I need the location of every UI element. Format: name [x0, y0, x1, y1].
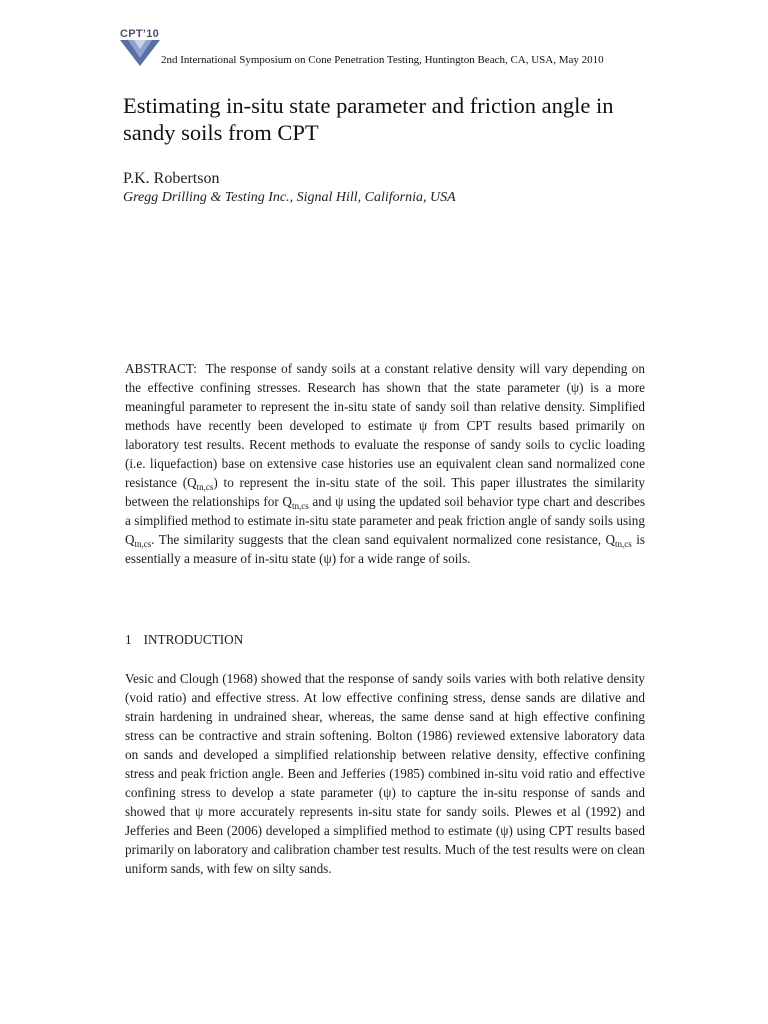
subscript: tn,cs — [291, 501, 309, 511]
paper-title: Estimating in-situ state parameter and friction angle in sandy soils from CPT — [123, 93, 614, 145]
section-number: 1 — [125, 632, 132, 647]
introduction-text: Vesic and Clough (1968) showed that the response of sandy soils varies with both relative density (void ratio) and effective stress. At low effective confining stress, dense sands are dilative and strain hardening in undrained shear, whereas, the same dense sand at high effective confining stress can be contractive and strain softening. Bolton (1986) reviewed extensive laboratory data on sands and developed a simplified relationship between relative density, effective confining stress and peak friction angle. Been and Jefferies (1985) combined in-situ void ratio and effective confining stress to develop a state parameter (ψ) to capture the in-situ response of sands and showed that ψ more accurately represents in-situ state for sandy soils. Plewes et al (1992) and Jefferies and Been (2006) developed a simplified method to estimate (ψ) using CPT results based primarily on laboratory and calibration chamber test results. Much of the test results were on clean uniform sands, with few on silty sands. — [125, 671, 646, 876]
abstract-text: and ψ using the updated soil behavior type chart and describes a simplified method to estimate in-situ state parameter and peak friction angle of sandy soils using Q — [125, 494, 646, 547]
section-title: INTRODUCTION — [143, 632, 244, 647]
abstract-label: ABSTRACT: — [125, 361, 197, 376]
author-affiliation: Gregg Drilling & Testing Inc., Signal Hill, California, USA — [123, 190, 456, 205]
abstract-text: . The similarity suggests that the clean sand equivalent normalized cone resistance, Q — [151, 532, 616, 547]
logo-text: CPT’10 — [120, 28, 160, 40]
logo-triangle-icon — [120, 38, 160, 66]
running-header: 2nd International Symposium on Cone Penetration Testing, Huntington Beach, CA, USA, May 2010 — [161, 54, 604, 66]
author-name: P.K. Robertson — [123, 170, 220, 187]
introduction-paragraph — [125, 669, 645, 878]
abstract-text: The response of sandy soils at a constant relative density will vary depending on the effective confining stresses. Research has shown that the state parameter (ψ) is a more meaningful parameter to represent the in-situ state of sandy soil than relative density. Simplified methods have recently been developed to estimate ψ from CPT results based primarily on laboratory test results. Recent methods to evaluate the response of sandy soils to cyclic loading (i.e. liquefaction) base on extensive case histories use an equivalent clean sand normalized cone resistance (Q — [125, 361, 645, 490]
abstract-text: is essentially a measure of in-situ state (ψ) for a wide range of soils. — [125, 532, 645, 566]
subscript: tn,cs — [134, 539, 152, 549]
abstract-paragraph — [125, 359, 645, 568]
subscript: tn,cs — [196, 482, 214, 492]
abstract-text: ) to represent the in-situ state of the soil. This paper illustrates the similarity between the relationships for Q — [125, 475, 645, 509]
section-heading — [125, 632, 243, 648]
subscript: tn,cs — [615, 539, 632, 549]
